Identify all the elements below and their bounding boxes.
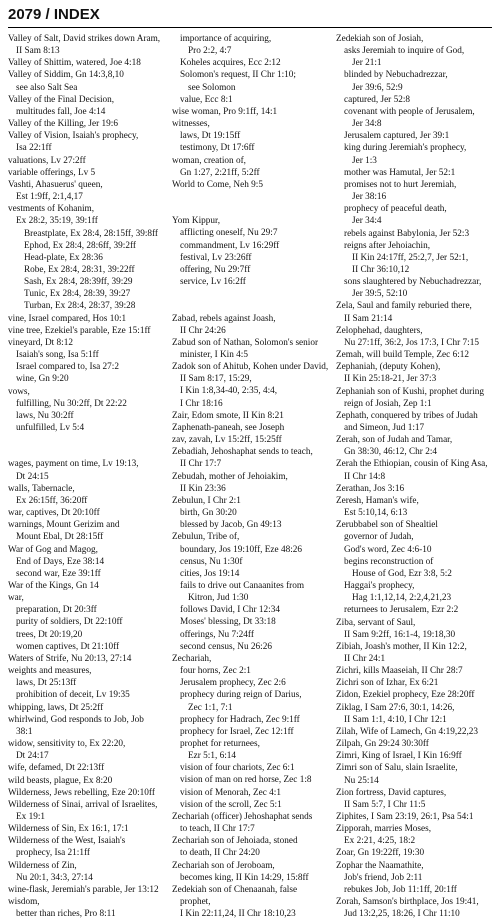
index-entry: Wilderness of the West, Isaiah's <box>8 836 126 847</box>
index-subentry: House of God, Ezr 3:8, 5:2 <box>352 568 452 579</box>
index-subentry: Robe, Ex 28:4, 28:31, 39:22ff <box>24 264 135 275</box>
index-entry: valuations, Lv 27:2ff <box>8 155 86 166</box>
index-subentry: Job's friend, Job 2:11 <box>344 872 423 883</box>
index-subentry: Ex 19:1 <box>16 811 46 822</box>
index-entry: Zilah, Wife of Lamech, Gn 4:19,22,23 <box>336 726 479 737</box>
index-entry: wife, defamed, Dt 22:13ff <box>8 763 105 774</box>
index-entry: Valley of the Final Decision, <box>8 94 115 105</box>
index-entry: zav, zavah, Lv 15:2ff, 15:25ff <box>172 435 282 446</box>
index-entry: Zipporah, marries Moses, <box>336 824 432 835</box>
index-entry: Wilderness of Sin, Ex 16:1, 17:1 <box>8 824 129 835</box>
index-subentry: Jerusalem captured, Jer 39:1 <box>344 131 450 142</box>
index-subentry: becomes king, II Kin 14:29, 15:8ff <box>180 872 309 883</box>
index-entry: vows, <box>8 386 30 397</box>
index-subentry: 38:1 <box>16 726 33 737</box>
index-subentry: II Chr 17:7 <box>180 459 222 470</box>
index-subentry: rebels against Babylonia, Jer 52:3 <box>344 228 470 239</box>
index-subentry: second census, Nu 26:26 <box>180 641 272 652</box>
index-subentry: vision of Menorah, Zec 4:1 <box>180 787 281 798</box>
index-subentry: prophet for returnees, <box>180 739 260 749</box>
index-subentry: Zec 1:1, 7:1 <box>188 702 233 713</box>
index-subentry: reigns after Jehoiachin, <box>344 240 431 251</box>
index-entry: Zichri, kills Maaseiah, II Chr 28:7 <box>336 666 463 677</box>
index-subentry: II Sam 5:7, I Chr 11:5 <box>344 799 426 810</box>
index-subentry: Ezr 5:1, 6:14 <box>188 751 237 762</box>
index-subentry: laws, Dt 19:15ff <box>180 131 241 142</box>
index-entry: Zadok son of Ahitub, Kohen under David, <box>172 362 329 373</box>
index-entry: Zorah, Samson's birthplace, Jos 19:41, <box>336 897 479 908</box>
index-subentry: Jer 39:6, 52:9 <box>352 82 403 93</box>
index-subentry: see also Salt Sea <box>16 82 78 93</box>
index-entry: Zephaniah son of Kushi, prophet during <box>336 386 484 397</box>
index-spacer <box>172 203 330 215</box>
index-entry: War of the Kings, Gn 14 <box>8 581 99 591</box>
index-entry: Valley of the Killing, Jer 19:6 <box>8 119 118 130</box>
index-entry: Zabud son of Nathan, Solomon's senior <box>172 337 319 348</box>
page-header <box>8 6 492 26</box>
index-subentry: Isaiah's song, Isa 5:1ff <box>16 350 99 361</box>
index-subentry: Kitron, Jud 1:30 <box>188 593 249 604</box>
index-subentry: Jer 38:16 <box>352 192 387 203</box>
index-subentry: vision of four chariots, Zec 6:1 <box>180 763 295 774</box>
index-entry: wine-flask, Jeremiah's parable, Jer 13:12 <box>8 884 159 895</box>
index-entry: Wilderness of Sinai, arrival of Israelites, <box>8 799 158 810</box>
index-entry: Zaphenath-paneah, see Joseph <box>172 422 285 433</box>
index-subentry: End of Days, Eze 38:14 <box>16 556 105 567</box>
index-subentry: blessed by Jacob, Gn 49:13 <box>180 520 282 531</box>
index-subentry: trees, Dt 20:19,20 <box>16 629 83 640</box>
index-entry: Zibiah, Joash's mother, II Kin 12:2, <box>336 641 467 652</box>
index-entry: Zechariah son of Jeroboam, <box>172 860 275 871</box>
index-entry: Valley of Siddim, Gn 14:3,8,10 <box>8 70 124 81</box>
index-subentry: II Chr 36:10,12 <box>352 264 410 275</box>
index-subentry: Israel compared to, Isa 27:2 <box>16 362 119 373</box>
index-subentry: prophecy for Israel, Zec 12:1ff <box>180 726 294 737</box>
index-subentry: asks Jeremiah to inquire of God, <box>344 46 465 57</box>
index-entry: Zilpah, Gn 29:24 30:30ff <box>336 739 429 750</box>
index-subentry: to death, II Chr 24:20 <box>180 848 260 859</box>
index-spacer <box>172 191 330 203</box>
index-entry: Zichri son of Izhar, Ex 6:21 <box>336 678 439 689</box>
index-subentry: Gn 38:30, 46:12, Chr 2:4 <box>344 447 438 458</box>
index-subentry: Breastplate, Ex 28:4, 28:15ff, 39:8ff <box>24 228 159 239</box>
index-subentry: offering, Nu 29:7ff <box>180 264 251 275</box>
index-entry: walls, Tabernacle, <box>8 483 75 494</box>
index-subentry: prophecy, Isa 21:1ff <box>16 848 90 859</box>
index-subentry: II Sam 1:1, 4:10, I Chr 12:1 <box>344 714 447 725</box>
index-subentry: birth, Gn 30:20 <box>180 508 237 519</box>
index-subentry: Hag 1:1,12,14, 2:2,4,21,23 <box>352 593 452 604</box>
index-subentry: blinded by Nebuchadrezzar, <box>344 70 448 81</box>
index-subentry: follows David, I Chr 12:34 <box>180 605 280 616</box>
index-subentry: I Chr 18:16 <box>180 398 223 409</box>
index-entry: Waters of Strife, Nu 20:13, 27:14 <box>8 653 132 664</box>
index-subentry: II Sam 21:14 <box>344 313 393 324</box>
index-entry: war, captives, Dt 20:10ff <box>8 508 100 519</box>
index-entry: vestments of Kohanim, <box>8 204 95 215</box>
index-entry: Zerah, son of Judah and Tamar, <box>336 435 453 446</box>
index-entry: Zechariah, <box>172 653 212 664</box>
index-subentry: value, Ecc 8:1 <box>180 94 233 105</box>
index-subentry: Jud 13:2,25, 18:26, I Chr 11:10 <box>344 909 460 920</box>
index-spacer <box>172 288 330 300</box>
index-entry: war, <box>8 593 24 604</box>
index-subentry: Dt 24:15 <box>16 471 49 482</box>
index-subentry: fulfilling, Nu 30:2ff, Dt 22:22 <box>16 398 127 409</box>
index-subentry: returnees to Jerusalem, Ezr 2:2 <box>344 605 459 616</box>
index-entry: Ziba, servant of Saul, <box>336 617 416 628</box>
index-subentry: commandment, Lv 16:29ff <box>180 240 280 251</box>
index-subentry: king during Jeremiah's prophecy, <box>344 143 467 154</box>
index-subentry: Jer 21:1 <box>352 58 382 69</box>
index-subentry: service, Lv 16:2ff <box>180 277 246 288</box>
index-entry: Zimri, King of Israel, I Kin 16:9ff <box>336 751 462 762</box>
index-entry: wild beasts, plague, Ex 8:20 <box>8 775 113 786</box>
index-subentry: Jer 39:5, 52:10 <box>352 289 408 300</box>
index-subentry: women captives, Dt 21:10ff <box>16 641 120 652</box>
index-entry: warnings, Mount Gerizim and <box>8 520 120 531</box>
page-title: INDEX <box>53 6 100 23</box>
index-subentry: sons slaughtered by Nebuchadrezzar, <box>344 277 482 288</box>
index-subentry: Head-plate, Ex 28:36 <box>24 252 103 263</box>
index-subentry: Est 5:10,14, 6:13 <box>344 508 408 519</box>
index-subentry: prophecy for Hadrach, Zec 9:1ff <box>180 714 300 725</box>
index-subentry: fails to drive out Canaanites from <box>180 580 305 591</box>
index-subentry: Dt 24:17 <box>16 751 49 762</box>
index-subentry: and Simeon, Jud 1:17 <box>344 423 425 433</box>
index-subentry: Moses' blessing, Dt 33:18 <box>180 617 276 628</box>
index-entry: Zoar, Gn 19:22ff, 19:30 <box>336 848 425 859</box>
index-column-2 <box>172 33 330 920</box>
index-subentry: II Chr 24:26 <box>180 325 226 336</box>
index-subentry: Nu 27:1ff, 36:2, Jos 17:3, I Chr 7:15 <box>344 337 479 348</box>
index-subentry: Nu 25:14 <box>344 775 379 786</box>
index-subentry: Jerusalem prophecy, Zec 2:6 <box>180 678 286 689</box>
index-entry: War of Gog and Magog, <box>8 544 98 555</box>
index-subentry: promises not to hurt Jeremiah, <box>344 179 457 190</box>
index-subentry: Ex 2:21, 4:25, 18:2 <box>344 836 416 847</box>
index-entry: whirlwind, God responds to Job, Job <box>8 714 144 725</box>
index-subentry: laws, Dt 25:13ff <box>16 678 77 689</box>
index-subentry: God's word, Zec 4:6-10 <box>344 544 432 555</box>
index-entry: Ziklag, I Sam 27:6, 30:1, 14:26, <box>336 702 455 713</box>
index-subentry: Mount Ebal, Dt 28:15ff <box>16 532 104 543</box>
index-spacer <box>8 446 166 458</box>
index-entry: wise woman, Pro 9:1ff, 14:1 <box>172 106 278 117</box>
index-subentry: II Sam 8:17, 15:29, <box>180 374 252 385</box>
index-subentry: prohibition of deceit, Lv 19:35 <box>16 690 130 701</box>
index-entry: vine, Israel compared, Hos 10:1 <box>8 313 127 324</box>
index-entry: woman, creation of, <box>172 155 246 166</box>
index-subentry: covenant with people of Jerusalem, <box>344 106 475 117</box>
index-subentry: I Kin 22:11,24, II Chr 18:10,23 <box>180 909 296 920</box>
index-entry: whipping, laws, Dt 25:2ff <box>8 702 104 713</box>
index-spacer <box>8 434 166 446</box>
index-subentry: II Kin 24:17ff, 25:2,7, Jer 52:1, <box>352 252 469 263</box>
index-subentry: cities, Jos 19:14 <box>180 568 240 579</box>
index-entry: vine tree, Ezekiel's parable, Eze 15:1ff <box>8 325 151 336</box>
index-subentry: better than riches, Pro 8:11 <box>16 909 116 920</box>
index-subentry: captured, Jer 52:8 <box>344 94 411 105</box>
index-subentry: II Kin 23:36 <box>180 483 226 494</box>
index-entry: vineyard, Dt 8:12 <box>8 337 73 348</box>
index-subentry: to teach, II Chr 17:7 <box>180 824 255 835</box>
index-entry: witnesses, <box>172 119 210 130</box>
index-subentry: preparation, Dt 20:3ff <box>16 605 97 616</box>
index-entry: Valley of Salt, David strikes down Aram, <box>8 34 161 44</box>
index-subentry: governor of Judah, <box>344 532 414 543</box>
index-entry: Zeresh, Haman's wife, <box>336 495 419 506</box>
index-entry: Zair, Edom smote, II Kin 8:21 <box>172 410 284 421</box>
index-subentry: I Kin 1:8,34-40, 2:35, 4:4, <box>180 386 278 397</box>
index-entry: Vashti, Ahasuerus' queen, <box>8 179 103 190</box>
index-subentry: see Solomon <box>188 82 236 93</box>
index-entry: Zerathan, Jos 3:16 <box>336 483 405 494</box>
index-subentry: Jer 34:4 <box>352 216 382 227</box>
index-subentry: vision of the scroll, Zec 5:1 <box>180 799 282 810</box>
index-subentry: Jer 1:3 <box>352 155 377 166</box>
index-subentry: boundary, Jos 19:10ff, Eze 48:26 <box>180 544 303 555</box>
index-subentry: importance of acquiring, <box>180 34 272 44</box>
index-subentry: four horns, Zec 2:1 <box>180 666 251 677</box>
index-subentry: II Chr 14:8 <box>344 471 386 482</box>
index-subentry: Ex 28:2, 35:19, 39:1ff <box>16 216 98 227</box>
index-entry: Zabad, rebels against Joash, <box>172 313 276 324</box>
index-entry: wages, payment on time, Lv 19:13, <box>8 459 139 470</box>
index-entry: Zimri son of Salu, slain Israelite, <box>336 763 458 774</box>
index-subentry: purity of soldiers, Dt 22:10ff <box>16 617 123 628</box>
index-subentry: Haggai's prophecy, <box>344 581 415 592</box>
index-subentry: Isa 22:1ff <box>16 143 52 154</box>
index-entry: Zemah, will build Temple, Zec 6:12 <box>336 350 470 361</box>
index-entry: Zephaniah, (deputy Kohen), <box>336 362 441 373</box>
index-subentry: multitudes fall, Joe 4:14 <box>16 106 106 117</box>
index-subentry: festival, Lv 23:26ff <box>180 252 252 263</box>
index-subentry: Koheles acquires, Ecc 2:12 <box>180 58 281 69</box>
index-spacer <box>172 300 330 312</box>
index-column-3 <box>336 33 494 920</box>
index-subentry: offerings, Nu 7:24ff <box>180 629 254 640</box>
index-subentry: Ephod, Ex 28:4, 28:6ff, 39:2ff <box>24 240 136 251</box>
index-entry: wisdom, <box>8 897 40 908</box>
index-entry: variable offerings, Lv 5 <box>8 167 96 178</box>
index-subentry: vision of man on red horse, Zec 1:8 <box>180 775 312 786</box>
index-entry: Zelophehad, daughters, <box>336 325 423 336</box>
index-entry: Zerah the Ethiopian, cousin of King Asa, <box>336 459 488 470</box>
index-entry: Zechariah son of Jehoiada, stoned <box>172 836 298 847</box>
index-subentry: minister, I Kin 4:5 <box>180 350 248 360</box>
index-column-1 <box>8 33 166 920</box>
index-subentry: census, Nu 1:30f <box>180 556 243 567</box>
index-entry: Ziphites, I Sam 23:19, 26:1, Psa 54:1 <box>336 812 474 822</box>
index-entry: Wilderness of Zin, <box>8 860 77 871</box>
index-entry: Zebulun, Tribe of, <box>172 532 240 543</box>
index-subentry: mother was Hamutal, Jer 52:1 <box>344 167 456 178</box>
index-entry: weights and measures, <box>8 666 92 677</box>
index-entry: Zidon, Ezekiel prophecy, Eze 28:20ff <box>336 690 475 701</box>
index-entry: Zechariah (officer) Jehoshaphat sends <box>172 811 313 822</box>
index-entry: Valley of Shittim, watered, Joe 4:18 <box>8 58 141 69</box>
index-entry: Zebadiah, Jehoshaphat sends to teach, <box>172 447 313 458</box>
index-entry: Yom Kippur, <box>172 216 221 227</box>
index-subentry: testimony, Dt 17:6ff <box>180 143 255 154</box>
index-subentry: Est 1:9ff, 2:1,4,17 <box>16 192 83 203</box>
index-entry: Zedekiah son of Chenaanah, false <box>172 884 298 895</box>
index-subentry: second war, Eze 39:1ff <box>16 568 101 579</box>
index-entry: Zophar the Naamathite, <box>336 860 424 871</box>
index-subentry: II Kin 25:18-21, Jer 37:3 <box>344 374 437 385</box>
index-subentry: afflicting oneself, Nu 29:7 <box>180 228 278 239</box>
index-entry: World to Come, Neh 9:5 <box>172 179 263 190</box>
index-subentry: II Chr 24:1 <box>344 653 386 664</box>
index-subentry: begins reconstruction of <box>344 556 434 567</box>
index-subentry: Jer 34:8 <box>352 119 382 130</box>
index-subentry: laws, Nu 30:2ff <box>16 410 74 421</box>
index-entry: Zephath, conquered by tribes of Judah <box>336 410 478 421</box>
index-entry: Zebudah, mother of Jehoiakim, <box>172 471 288 482</box>
index-subentry: prophecy during reign of Darius, <box>180 690 302 701</box>
header-rule <box>8 27 492 28</box>
index-subentry: unfulfilled, Lv 5:4 <box>16 423 85 433</box>
index-entry: Wilderness, Jews rebelling, Eze 20:10ff <box>8 787 155 798</box>
index-entry: Zela, Saul and family reburied there, <box>336 301 472 312</box>
index-subentry: rebukes Job, Job 11:1ff, 20:1ff <box>344 884 457 895</box>
index-subentry: Tunic, Ex 28:4, 28:39, 39:27 <box>24 289 131 300</box>
index-subentry: II Sam 8:13 <box>16 46 60 57</box>
index-subentry: Pro 2:2, 4:7 <box>188 46 232 57</box>
index-subentry: Nu 20:1, 34:3, 27:14 <box>16 872 93 883</box>
page-number: 2079 <box>8 6 42 23</box>
index-subentry: Sash, Ex 28:4, 28:39ff, 39:29 <box>24 277 133 288</box>
index-subentry: prophet, <box>180 897 211 908</box>
index-entry: Valley of Vision, Isaiah's prophecy, <box>8 131 139 142</box>
index-subentry: reign of Josiah, Zep 1:1 <box>344 398 432 409</box>
index-entry: widow, sensitivity to, Ex 22:20, <box>8 739 126 750</box>
index-subentry: Ex 26:15ff, 36:20ff <box>16 495 88 506</box>
index-subentry: II Sam 9:2ff, 16:1-4, 19:18,30 <box>344 629 456 640</box>
header-separator: / <box>41 6 54 23</box>
index-entry: Zerubbabel son of Shealtiel <box>336 520 438 531</box>
index-subentry: Gn 1:27, 2:21ff, 5:2ff <box>180 167 260 178</box>
index-entry: Zion fortress, David captures, <box>336 787 447 798</box>
index-subentry: Solomon's request, II Chr 1:10; <box>180 70 296 81</box>
index-entry: Zebulun, I Chr 2:1 <box>172 495 241 506</box>
index-entry: Zedekiah son of Josiah, <box>336 34 424 44</box>
index-subentry: wine, Gn 9:20 <box>16 374 69 385</box>
index-subentry: Turban, Ex 28:4, 28:37, 39:28 <box>24 301 136 312</box>
index-subentry: prophecy of peaceful death, <box>344 204 447 215</box>
